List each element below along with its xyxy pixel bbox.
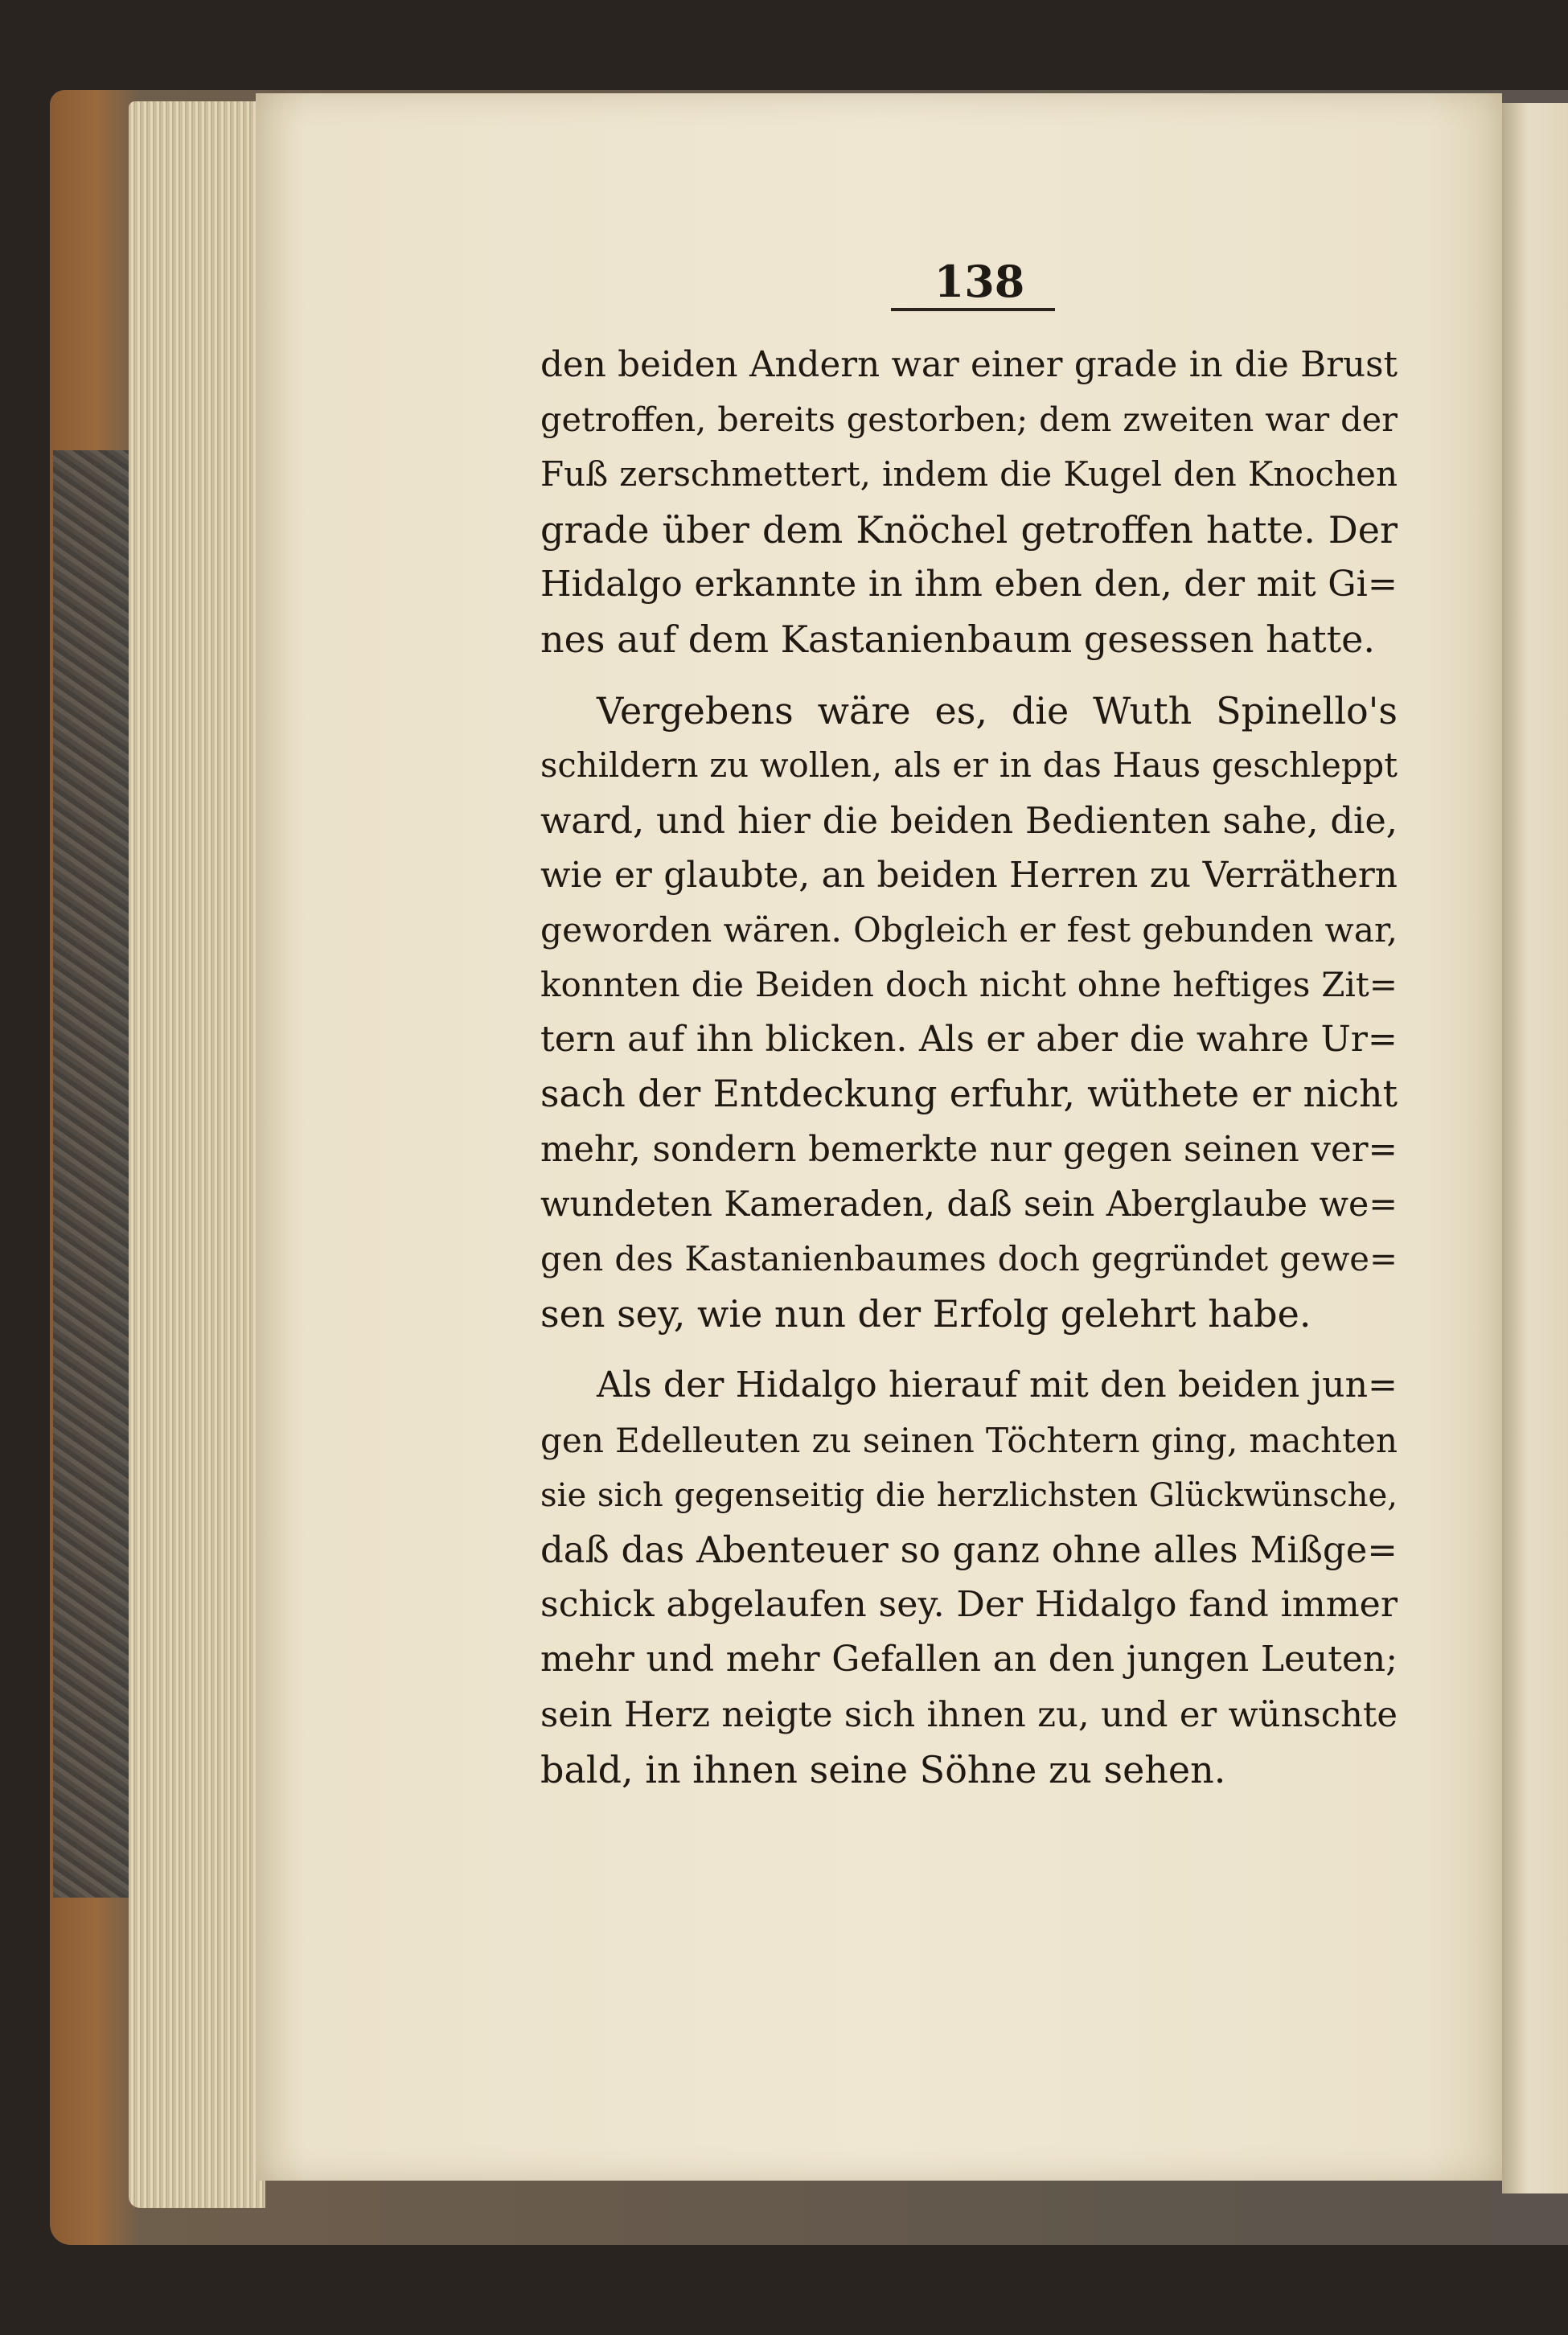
text-line: Hidalgo erkannte in ihm eben den, der mit Gi= — [540, 563, 1398, 605]
text-line: geworden wären. Obgleich er fest gebunden war, — [540, 909, 1398, 950]
text-line: Als der Hidalgo hierauf mit den beiden jun= — [597, 1364, 1398, 1406]
text-line: ward, und hier die beiden Bedienten sahe, die, — [540, 798, 1398, 842]
paragraph-1 — [540, 338, 1398, 667]
text-line: schick abgelaufen sey. Der Hidalgo fand immer — [540, 1584, 1398, 1626]
text-line: wie er glaubte, an beiden Herren zu Verräthern — [540, 854, 1398, 896]
text-line: gen des Kastanienbaumes doch gegründet gewe= — [540, 1239, 1398, 1278]
paragraph-2 — [540, 683, 1398, 1341]
page-number: 138 — [934, 256, 1025, 307]
text-line: mehr, sondern bemerkte nur gegen seinen ver= — [540, 1129, 1398, 1170]
text-line: sen sey, wie nun der Erfolg gelehrt habe. — [540, 1292, 1311, 1336]
text-line: den beiden Andern war einer grade in die Brust — [540, 345, 1398, 385]
text-line: wundeten Kameraden, daß sein Aberglaube we= — [540, 1184, 1398, 1225]
opposite-page-edge — [1502, 103, 1568, 2193]
paragraph-3 — [540, 1358, 1398, 1797]
header-rule — [891, 308, 1055, 311]
text-line: sach der Entdeckung erfuhr, wüthete er nicht — [540, 1073, 1398, 1116]
marbled-cover-edge — [53, 450, 137, 1898]
text-line: schildern zu wollen, als er in das Haus geschleppt — [540, 745, 1398, 786]
text-line: konnten die Beiden doch nicht ohne heftiges Zit= — [540, 965, 1398, 1005]
page-stack-edge — [129, 101, 265, 2208]
text-line: tern auf ihn blicken. Als er aber die wahre Ur= — [540, 1019, 1398, 1061]
text-line: nes auf dem Kastanienbaum gesessen hatte. — [540, 617, 1375, 661]
text-line: mehr und mehr Gefallen an den jungen Leuten; — [540, 1639, 1398, 1680]
text-line: sie sich gegenseitig die herzlichsten Glückwünsche, — [540, 1476, 1398, 1514]
text-line: daß das Abenteuer so ganz ohne alles Mißge= — [540, 1528, 1398, 1571]
text-line: Fuß zerschmettert, indem die Kugel den Knochen — [540, 454, 1398, 494]
text-line: bald, in ihnen seine Söhne zu sehen. — [540, 1747, 1226, 1791]
text-line: grade über dem Knöchel getroffen hatte. Der — [540, 507, 1398, 552]
text-line: Vergebens wäre es, die Wuth Spinello's — [597, 689, 1398, 733]
text-line: gen Edelleuten zu seinen Töchtern ging, machten — [540, 1420, 1398, 1460]
text-line: getroffen, bereits gestorben; dem zweiten war der — [540, 400, 1398, 440]
body-text — [540, 338, 1398, 1814]
text-line: sein Herz neigte sich ihnen zu, und er wünschte — [540, 1694, 1398, 1735]
